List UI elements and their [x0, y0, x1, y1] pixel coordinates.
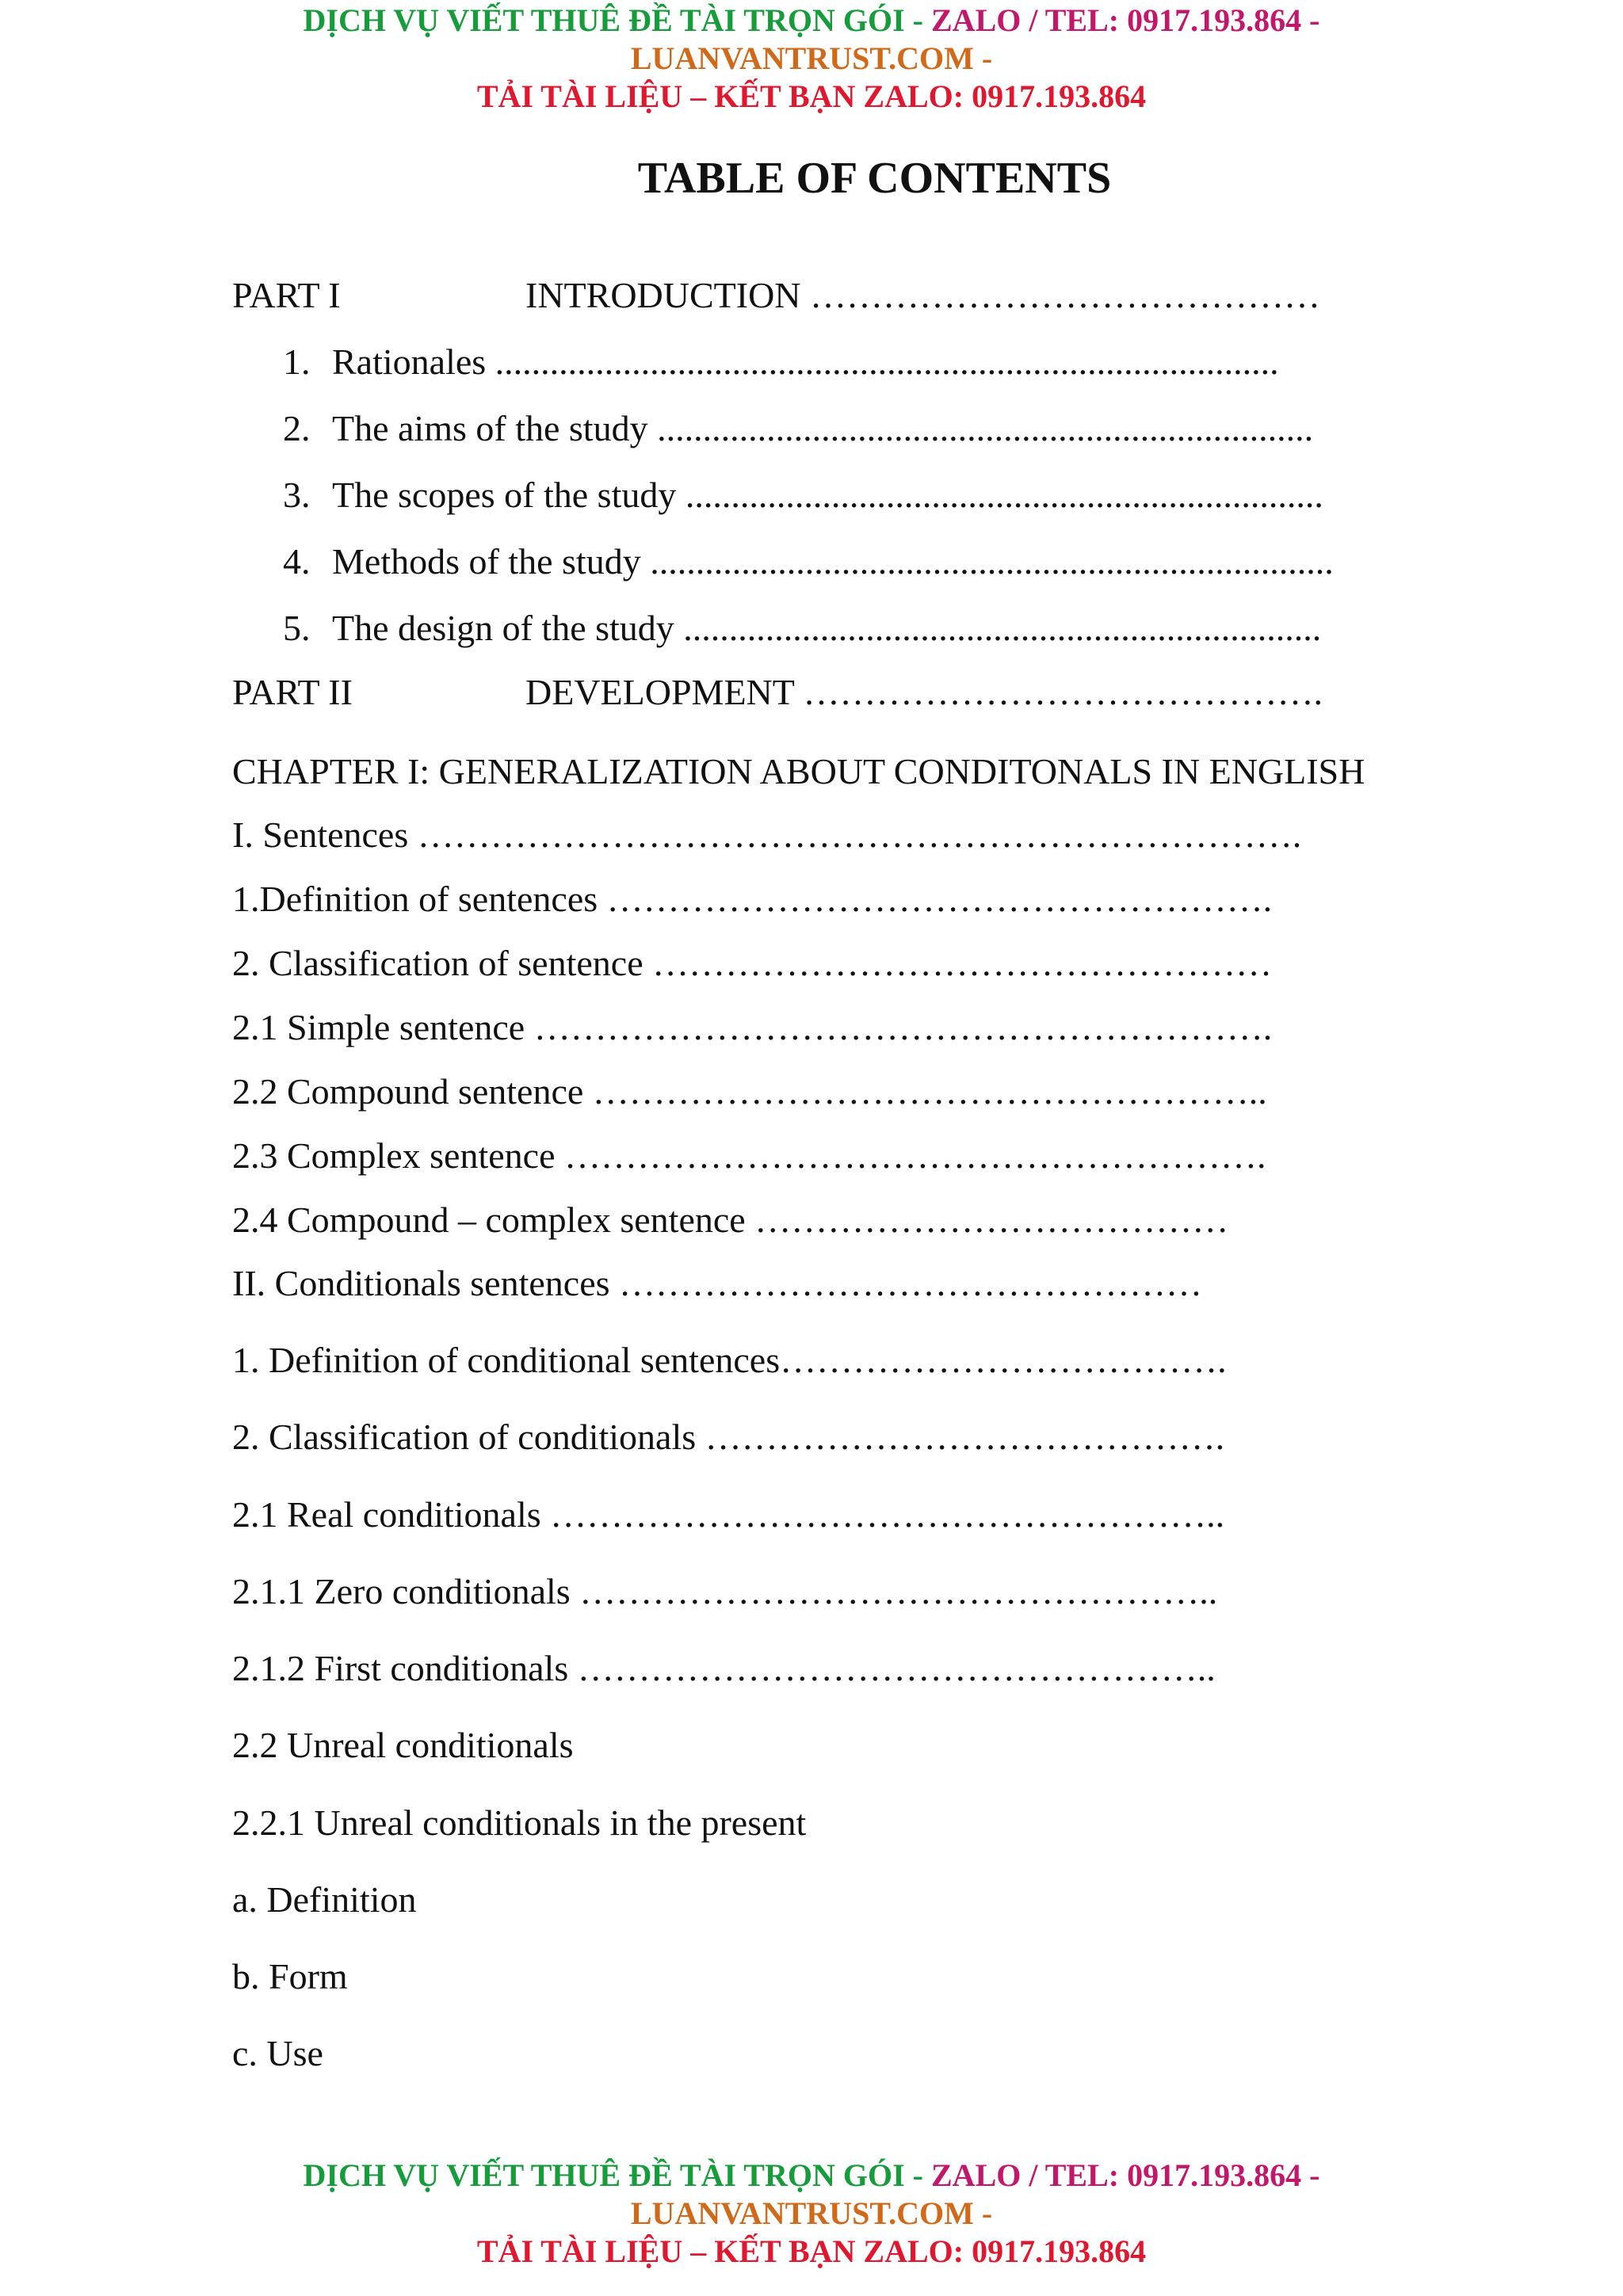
toc-intro-item	[283, 606, 1321, 650]
toc-part-1	[232, 273, 1320, 318]
toc-chapter-heading: CHAPTER I: GENERALIZATION ABOUT CONDITONALS IN ENGLISH	[232, 751, 1365, 791]
toc-entry: I. Sentences ……………………………………………………………….	[232, 814, 1302, 855]
toc-intro-item	[283, 340, 1279, 384]
toc-intro-item	[283, 473, 1323, 517]
header-download-text: TẢI TÀI LIỆU – KẾT BẠN ZALO: 0917.193.864	[476, 78, 1147, 114]
toc-entry: 2.1 Simple sentence …………………………………………………….	[232, 1007, 1273, 1047]
header-zalo-tel-text: ZALO / TEL: 0917.193.864 -	[931, 2, 1320, 38]
header-banner	[0, 2, 1623, 116]
toc-item-text: The scopes of the study ......................................................................	[332, 475, 1323, 515]
toc-entry: 2.3 Complex sentence ………………………………………………….	[232, 1135, 1266, 1176]
footer-banner-line-1	[0, 2157, 1623, 2195]
footer-download-text: TẢI TÀI LIỆU – KẾT BẠN ZALO: 0917.193.864	[476, 2233, 1147, 2269]
header-banner-line-1	[0, 2, 1623, 40]
toc-entry: a. Definition	[232, 1879, 417, 1920]
toc-entry: 2.2 Unreal conditionals	[232, 1725, 574, 1765]
toc-entry: 2.1.2 First conditionals ……………………………………………..	[232, 1648, 1216, 1688]
toc-item-text: Methods of the study ...........................................................................	[332, 541, 1334, 582]
toc-item-number: 4.	[283, 541, 311, 582]
toc-item-text: The design of the study ......................................................................	[332, 608, 1322, 648]
toc-entry: 2. Classification of sentence ……………………………………………	[232, 943, 1273, 983]
toc-entry: 2.2 Compound sentence ………………………………………………..	[232, 1071, 1267, 1112]
toc-entry: 2.4 Compound – complex sentence …………………………………	[232, 1199, 1229, 1240]
toc-entry: 1. Definition of conditional sentences……………………………….	[232, 1340, 1227, 1380]
toc-part-label: PART I	[232, 275, 341, 315]
toc-part-2	[232, 670, 1323, 715]
toc-part-title: DEVELOPMENT …………………………………….	[525, 672, 1323, 712]
toc-part-title: INTRODUCTION ……………………………………	[525, 275, 1321, 315]
footer-website-text: LUANVANTRUST.COM -	[630, 2195, 993, 2231]
toc-item-text: The aims of the study ........................................................................	[332, 408, 1314, 448]
toc-entry: b. Form	[232, 1956, 348, 1997]
page-title: TABLE OF CONTENTS	[637, 154, 1112, 203]
toc-item-number: 2.	[283, 408, 311, 448]
toc-part-label: PART II	[232, 672, 353, 712]
header-service-text: DỊCH VỤ VIẾT THUÊ ĐỀ TÀI TRỌN GÓI -	[303, 2, 931, 38]
toc-entry: 1.Definition of sentences ……………………………………………….	[232, 879, 1273, 919]
toc-entry: 2.1.1 Zero conditionals ……………………………………………..	[232, 1571, 1218, 1611]
toc-item-number: 3.	[283, 475, 311, 515]
toc-item-number: 5.	[283, 608, 311, 648]
footer-zalo-tel-text: ZALO / TEL: 0917.193.864 -	[931, 2157, 1320, 2193]
toc-entry: II. Conditionals sentences …………………………………………	[232, 1263, 1203, 1303]
toc-item-number: 1.	[283, 341, 311, 382]
toc-entry: 2. Classification of conditionals …………………………………….	[232, 1417, 1225, 1457]
toc-entry: c. Use	[232, 2033, 323, 2073]
toc-entry: 2.1 Real conditionals ………………………………………………..	[232, 1494, 1225, 1535]
footer-banner	[0, 2157, 1623, 2271]
toc-entry: 2.2.1 Unreal conditionals in the present	[232, 1802, 807, 1843]
toc-intro-item	[283, 540, 1334, 584]
toc-item-text: Rationales ......................................................................................	[332, 341, 1279, 382]
footer-service-text: DỊCH VỤ VIẾT THUÊ ĐỀ TÀI TRỌN GÓI -	[303, 2157, 931, 2193]
header-website-text: LUANVANTRUST.COM -	[630, 40, 993, 76]
toc-intro-item	[283, 406, 1313, 451]
